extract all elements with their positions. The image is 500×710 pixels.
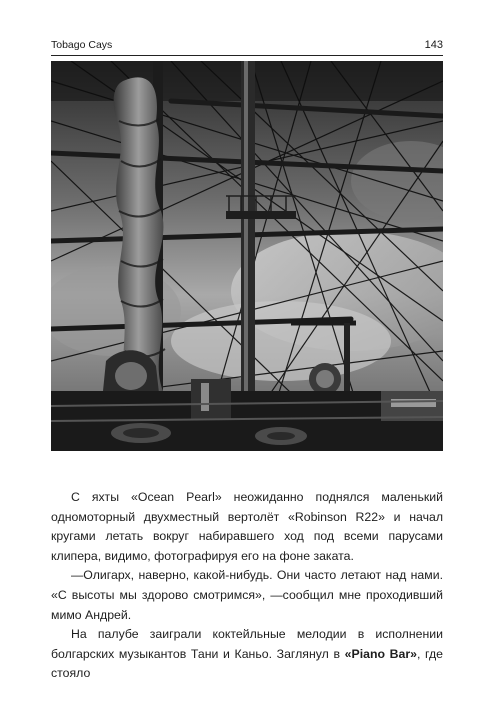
paragraph-text: , где стояло [51,646,444,681]
piano-bar-name: «Piano Bar» [344,646,417,661]
header-rule [51,55,443,56]
ship-rigging-photo [51,61,443,451]
body-text [51,488,443,684]
paragraph-text: На палубе заиграли коктейльные мелодии в исполнении болгарских музыкантов Тани и Каньо. Заглянул в [51,627,443,661]
paragraph: —Олигарх, наверно, какой-нибудь. Они часто летают над нами. «С высоты мы здорово смотримся», —сообщил мне проходивший мимо Андрей. [51,568,443,622]
running-head [51,38,443,52]
paragraph: С яхты «Ocean Pearl» неожиданно поднялся маленький одномоторный двухместный вертолёт «Robinson R22» и начал кругами летать вокруг набиравшего ход под всеми парусами клипера, видимо, фотографируя его на фоне заката. [51,490,443,563]
page-number: 143 [424,39,443,51]
paragraph [51,625,443,684]
section-title: Tobago Cays [51,39,113,51]
